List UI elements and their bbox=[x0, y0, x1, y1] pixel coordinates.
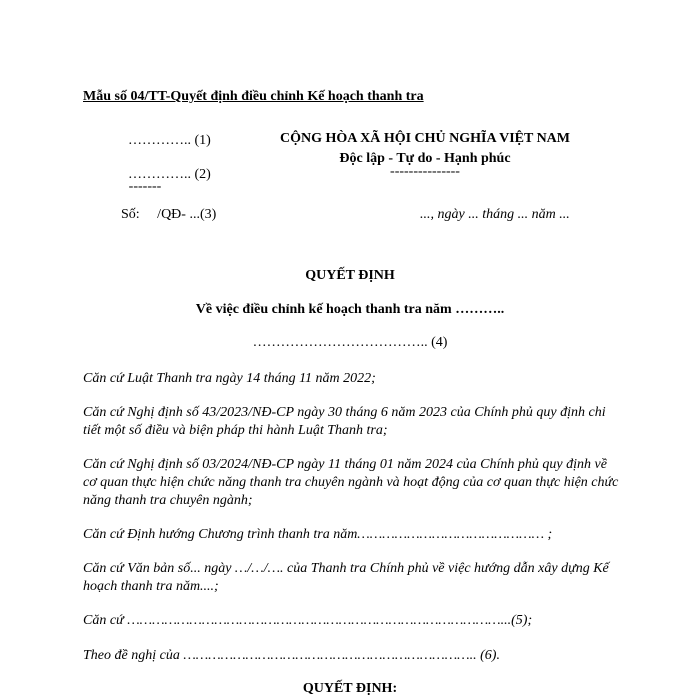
decision-heading: QUYẾT ĐỊNH: bbox=[302, 681, 398, 696]
legal-basis-paragraph: Căn cứ Định hướng Chương trình thanh tra năm……………………………………… ; bbox=[83, 527, 553, 542]
agency-line-1: ………….. (1) bbox=[128, 133, 211, 148]
national-motto: Độc lập - Tự do - Hạnh phúc bbox=[339, 151, 511, 166]
legal-basis-paragraph: Căn cứ Văn bản số... ngày …/…/…. của Thanh tra Chính phủ về việc hướng dẫn xây dựng Kế hoạch thanh tra năm....; bbox=[83, 561, 609, 594]
motto-divider: --------------- bbox=[390, 164, 460, 179]
agency-line-2: ………….. (2) bbox=[128, 167, 211, 182]
form-title: Mẫu số 04/TT-Quyết định điều chỉnh Kế hoạch thanh tra bbox=[83, 89, 424, 104]
legal-basis-paragraph: Căn cứ Luật Thanh tra ngày 14 tháng 11 năm 2022; bbox=[83, 371, 376, 386]
document-date: ..., ngày ... tháng ... năm ... bbox=[420, 207, 570, 222]
proposal-paragraph: Theo đề nghị của …………………………………………………………….. (6). bbox=[83, 648, 500, 663]
legal-basis-paragraph: Căn cứ ………………………………………………………………………………...(5); bbox=[83, 613, 533, 628]
agency-divider: ------- bbox=[128, 179, 162, 194]
issuing-authority: ……………………………….. (4) bbox=[252, 335, 448, 350]
legal-basis-paragraph: Căn cứ Nghị định số 03/2024/NĐ-CP ngày 11 tháng 01 năm 2024 của Chính phủ quy định về cơ quan thực hiện chức năng thanh tra chuyên ngành và hoạt động của cơ quan thực hiện chức năng thanh tra chuyên ngành; bbox=[83, 457, 619, 508]
document-subtitle: Về việc điều chỉnh kế hoạch thanh tra năm ……….. bbox=[195, 302, 505, 317]
national-title: CỘNG HÒA XÃ HỘI CHỦ NGHĨA VIỆT NAM bbox=[279, 131, 570, 146]
document-title: QUYẾT ĐỊNH bbox=[305, 268, 395, 283]
document-number: Số: /QĐ- ...(3) bbox=[121, 207, 217, 222]
legal-basis-paragraph: Căn cứ Nghị định số 43/2023/NĐ-CP ngày 30 tháng 6 năm 2023 của Chính phủ quy định chi tiết một số điều và biện pháp thi hành Luật Thanh tra; bbox=[83, 405, 606, 438]
